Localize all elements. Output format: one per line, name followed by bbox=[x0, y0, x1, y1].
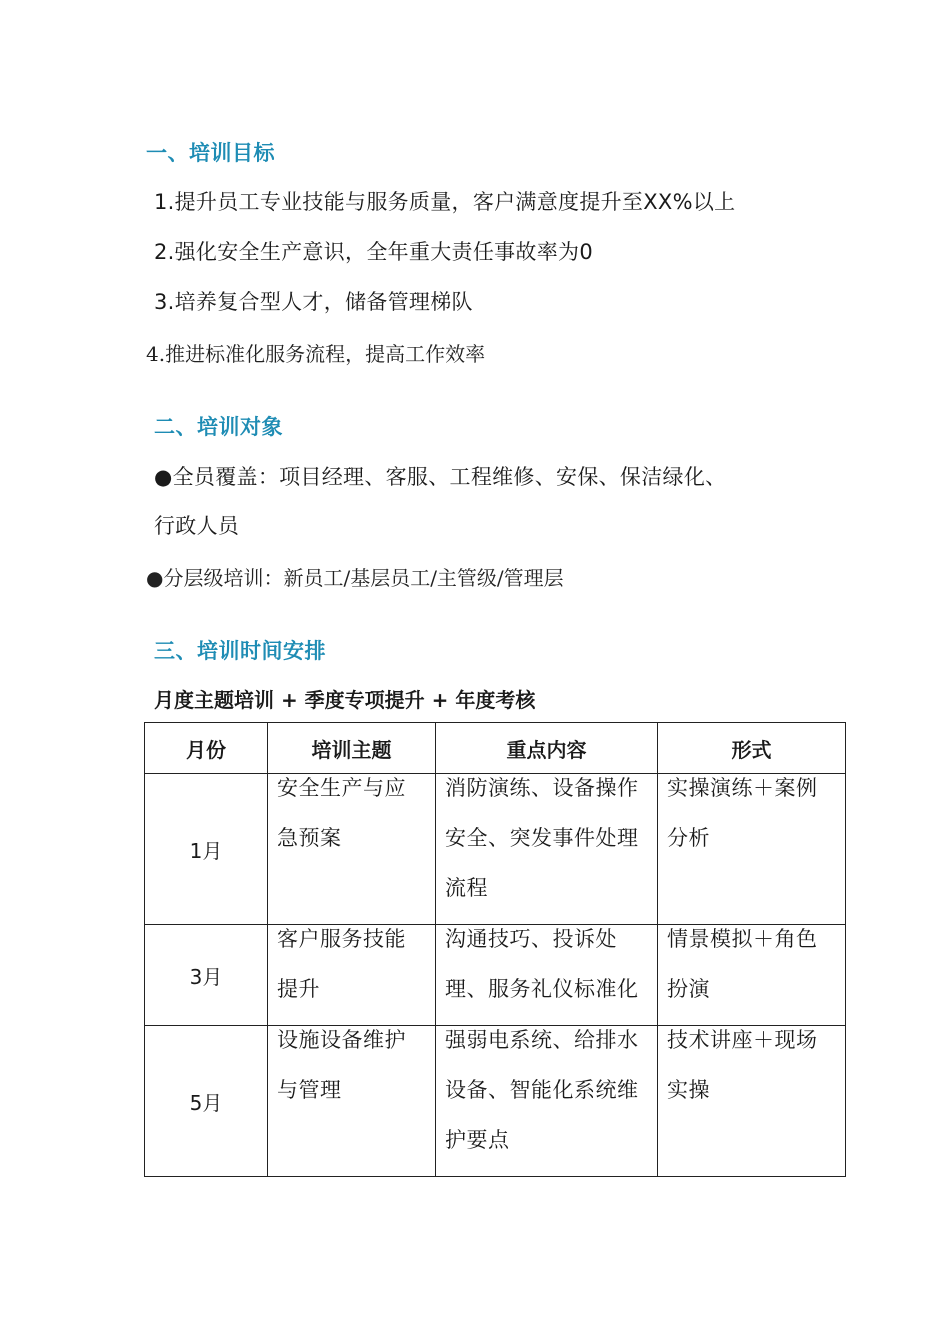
cell-topic bbox=[268, 925, 436, 1026]
goal-item-2: 2.强化安全生产意识，全年重大责任事故率为0 bbox=[154, 240, 593, 264]
cell-topic-text: 客户服务技能提升 bbox=[277, 927, 406, 1001]
audience-item-1-line1: ●全员覆盖：项目经理、客服、工程维修、安保、保洁绿化、 bbox=[154, 465, 727, 489]
section-title-audience: 二、培训对象 bbox=[154, 415, 283, 439]
cell-month: 5月 bbox=[145, 1026, 268, 1177]
header-format: 形式 bbox=[658, 723, 846, 774]
table-row bbox=[145, 774, 846, 925]
cell-content-text: 沟通技巧、投诉处理、服务礼仪标准化 bbox=[445, 927, 639, 1001]
cell-content-text: 强弱电系统、给排水设备、智能化系统维护要点 bbox=[445, 1028, 639, 1152]
cell-content bbox=[436, 925, 658, 1026]
cell-month: 1月 bbox=[145, 774, 268, 925]
cell-content bbox=[436, 1026, 658, 1177]
header-month: 月份 bbox=[145, 723, 268, 774]
cell-format bbox=[658, 774, 846, 925]
cell-content-text: 消防演练、设备操作安全、突发事件处理流程 bbox=[445, 776, 639, 900]
schedule-subtitle: 月度主题培训 + 季度专项提升 + 年度考核 bbox=[154, 688, 536, 712]
cell-format bbox=[658, 925, 846, 1026]
cell-topic-text: 安全生产与应急预案 bbox=[277, 776, 406, 850]
audience-item-2: ●分层级培训：新员工/基层员工/主管级/管理层 bbox=[146, 566, 564, 590]
cell-format-text: 情景模拟＋角色扮演 bbox=[667, 927, 818, 1001]
header-topic: 培训主题 bbox=[268, 723, 436, 774]
audience-item-1-line2: 行政人员 bbox=[154, 514, 240, 538]
cell-month: 3月 bbox=[145, 925, 268, 1026]
cell-topic bbox=[268, 774, 436, 925]
table-row bbox=[145, 1026, 846, 1177]
table-row bbox=[145, 925, 846, 1026]
cell-format-text: 技术讲座＋现场实操 bbox=[667, 1028, 818, 1102]
header-content: 重点内容 bbox=[436, 723, 658, 774]
goal-item-4: 4.推进标准化服务流程，提高工作效率 bbox=[146, 342, 486, 366]
section-title-goals: 一、培训目标 bbox=[146, 141, 275, 165]
schedule-table bbox=[144, 722, 846, 1177]
cell-format bbox=[658, 1026, 846, 1177]
cell-format-text: 实操演练＋案例分析 bbox=[667, 776, 818, 850]
cell-topic bbox=[268, 1026, 436, 1177]
section-title-schedule: 三、培训时间安排 bbox=[154, 639, 326, 663]
goal-item-1: 1.提升员工专业技能与服务质量，客户满意度提升至XX%以上 bbox=[154, 190, 736, 214]
cell-topic-text: 设施设备维护与管理 bbox=[277, 1028, 406, 1102]
cell-content bbox=[436, 774, 658, 925]
goal-item-3: 3.培养复合型人才，储备管理梯队 bbox=[154, 290, 473, 314]
